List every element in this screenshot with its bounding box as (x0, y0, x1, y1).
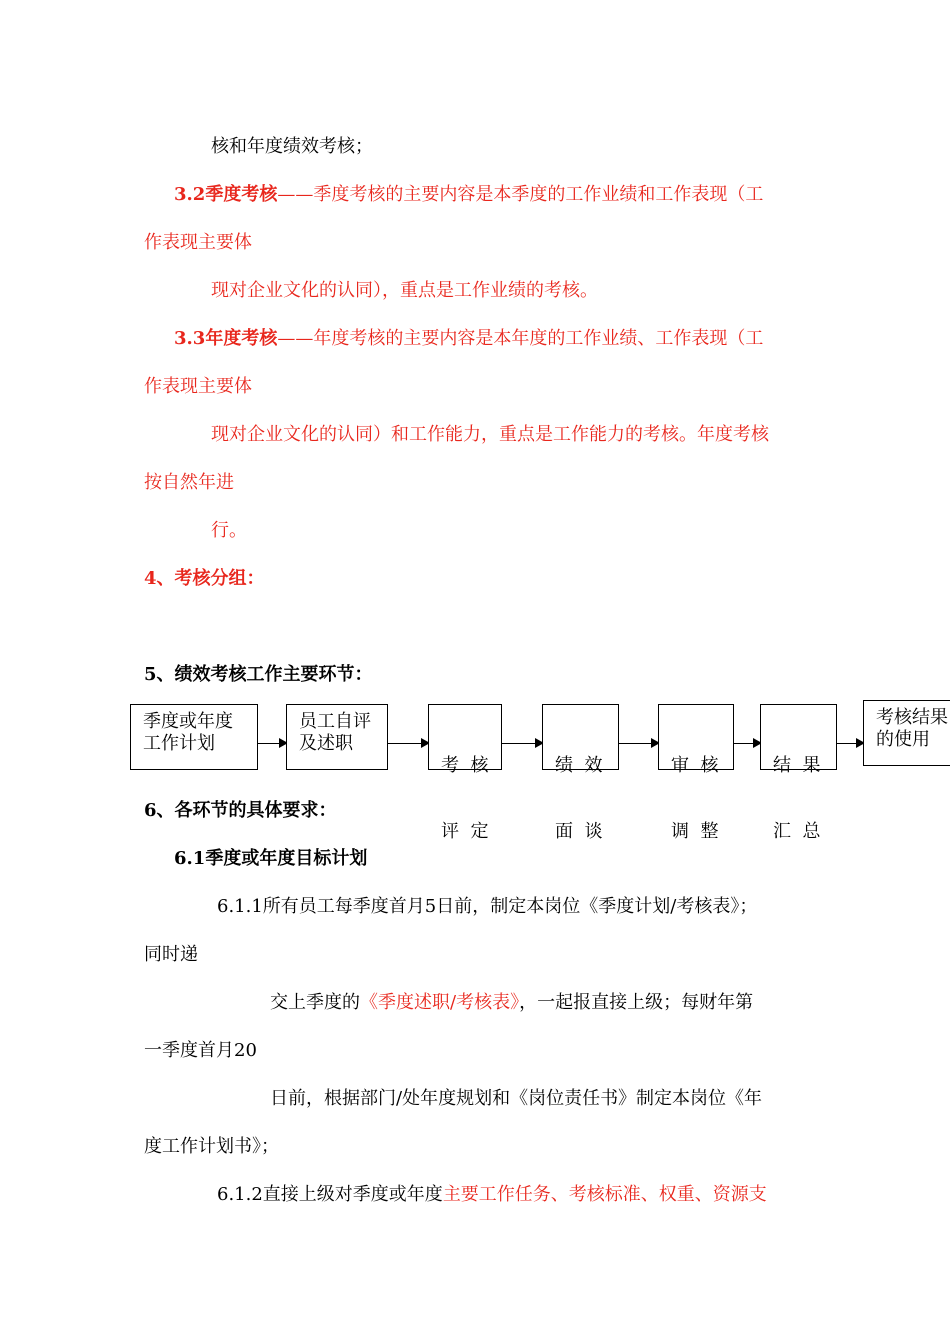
flow-step-line: 员工自评 (299, 711, 371, 732)
text-line: 核和年度绩效考核； (211, 136, 373, 157)
text-line: 行。 (211, 520, 247, 541)
flow-step-line: 绩 效 (555, 755, 603, 776)
text-line: 日前，根据部门/处年度规划和《岗位责任书》制定本岗位《年 (270, 1088, 763, 1109)
text-line: 现对企业文化的认同）和工作能力，重点是工作能力的考核。年度考核 (211, 424, 769, 445)
text-fragment: 交上季度的 (270, 992, 360, 1013)
flow-step-assessment (428, 704, 502, 842)
flow-step-summary (760, 704, 837, 842)
text-line: 作表现主要体 (144, 232, 252, 253)
flow-step-line: 及述职 (299, 733, 353, 754)
text-line: 同时递 (144, 944, 198, 965)
subsection-heading-6-1: 6.1季度或年度目标计划 (174, 848, 368, 869)
text-line: 度工作计划书》； (144, 1136, 279, 1157)
flow-step-line: 汇 总 (773, 821, 821, 842)
section-text: ——季度考核的主要内容是本季度的工作业绩和工作表现（工 (277, 184, 764, 205)
flow-step-line: 审 核 (671, 755, 719, 776)
highlighted-text: 主要工作任务、考核标准、权重、资源支 (442, 1184, 767, 1205)
flow-step-plan (130, 704, 258, 770)
flow-arrow (837, 743, 863, 744)
flow-step-line: 调 整 (671, 821, 719, 842)
text-line (270, 991, 753, 1015)
text-line (217, 1183, 767, 1207)
text-line: 6.1.1所有员工每季度首月5日前，制定本岗位《季度计划/考核表》； (217, 896, 758, 917)
flow-step-result-usage (863, 700, 950, 766)
text-line: 一季度首月20 (144, 1040, 257, 1061)
section-heading-3-3: 3.3年度考核 (174, 328, 278, 349)
flow-step-interview (542, 704, 619, 842)
form-name-quarterly-report: 《季度述职/考核表》 (360, 992, 520, 1013)
section-text: ——年度考核的主要内容是本年度的工作业绩、工作表现（工 (277, 328, 764, 349)
text-line (174, 327, 763, 351)
section-heading-4: 4、考核分组： (144, 568, 265, 589)
text-line (174, 183, 763, 207)
flow-arrow (619, 743, 658, 744)
flow-step-review (658, 704, 734, 842)
flow-step-line: 季度或年度 (143, 711, 233, 732)
flow-arrow (258, 743, 286, 744)
flow-step-line: 结 果 (773, 755, 821, 776)
flow-arrow (388, 743, 428, 744)
flow-arrow (734, 743, 760, 744)
flow-step-self-review (286, 704, 388, 770)
text-line: 作表现主要体 (144, 376, 252, 397)
flow-step-line: 的使用 (876, 729, 930, 750)
text-fragment: ，一起报直接上级；每财年第 (519, 992, 754, 1013)
section-heading-3-2: 3.2季度考核 (174, 184, 278, 205)
text-fragment: 6.1.2直接上级对季度或年度 (217, 1184, 443, 1205)
section-heading-5: 5、绩效考核工作主要环节： (144, 664, 373, 685)
text-line: 现对企业文化的认同），重点是工作业绩的考核。 (211, 280, 598, 301)
section-heading-6: 6、各环节的具体要求： (144, 800, 337, 821)
flow-arrow (502, 743, 542, 744)
flow-step-line: 工作计划 (143, 733, 215, 754)
text-line: 按自然年进 (144, 472, 234, 493)
flow-step-line: 考 核 (441, 755, 489, 776)
flow-step-line: 评 定 (441, 821, 489, 842)
flow-step-line: 面 谈 (555, 821, 603, 842)
flow-step-line: 考核结果 (876, 707, 948, 728)
